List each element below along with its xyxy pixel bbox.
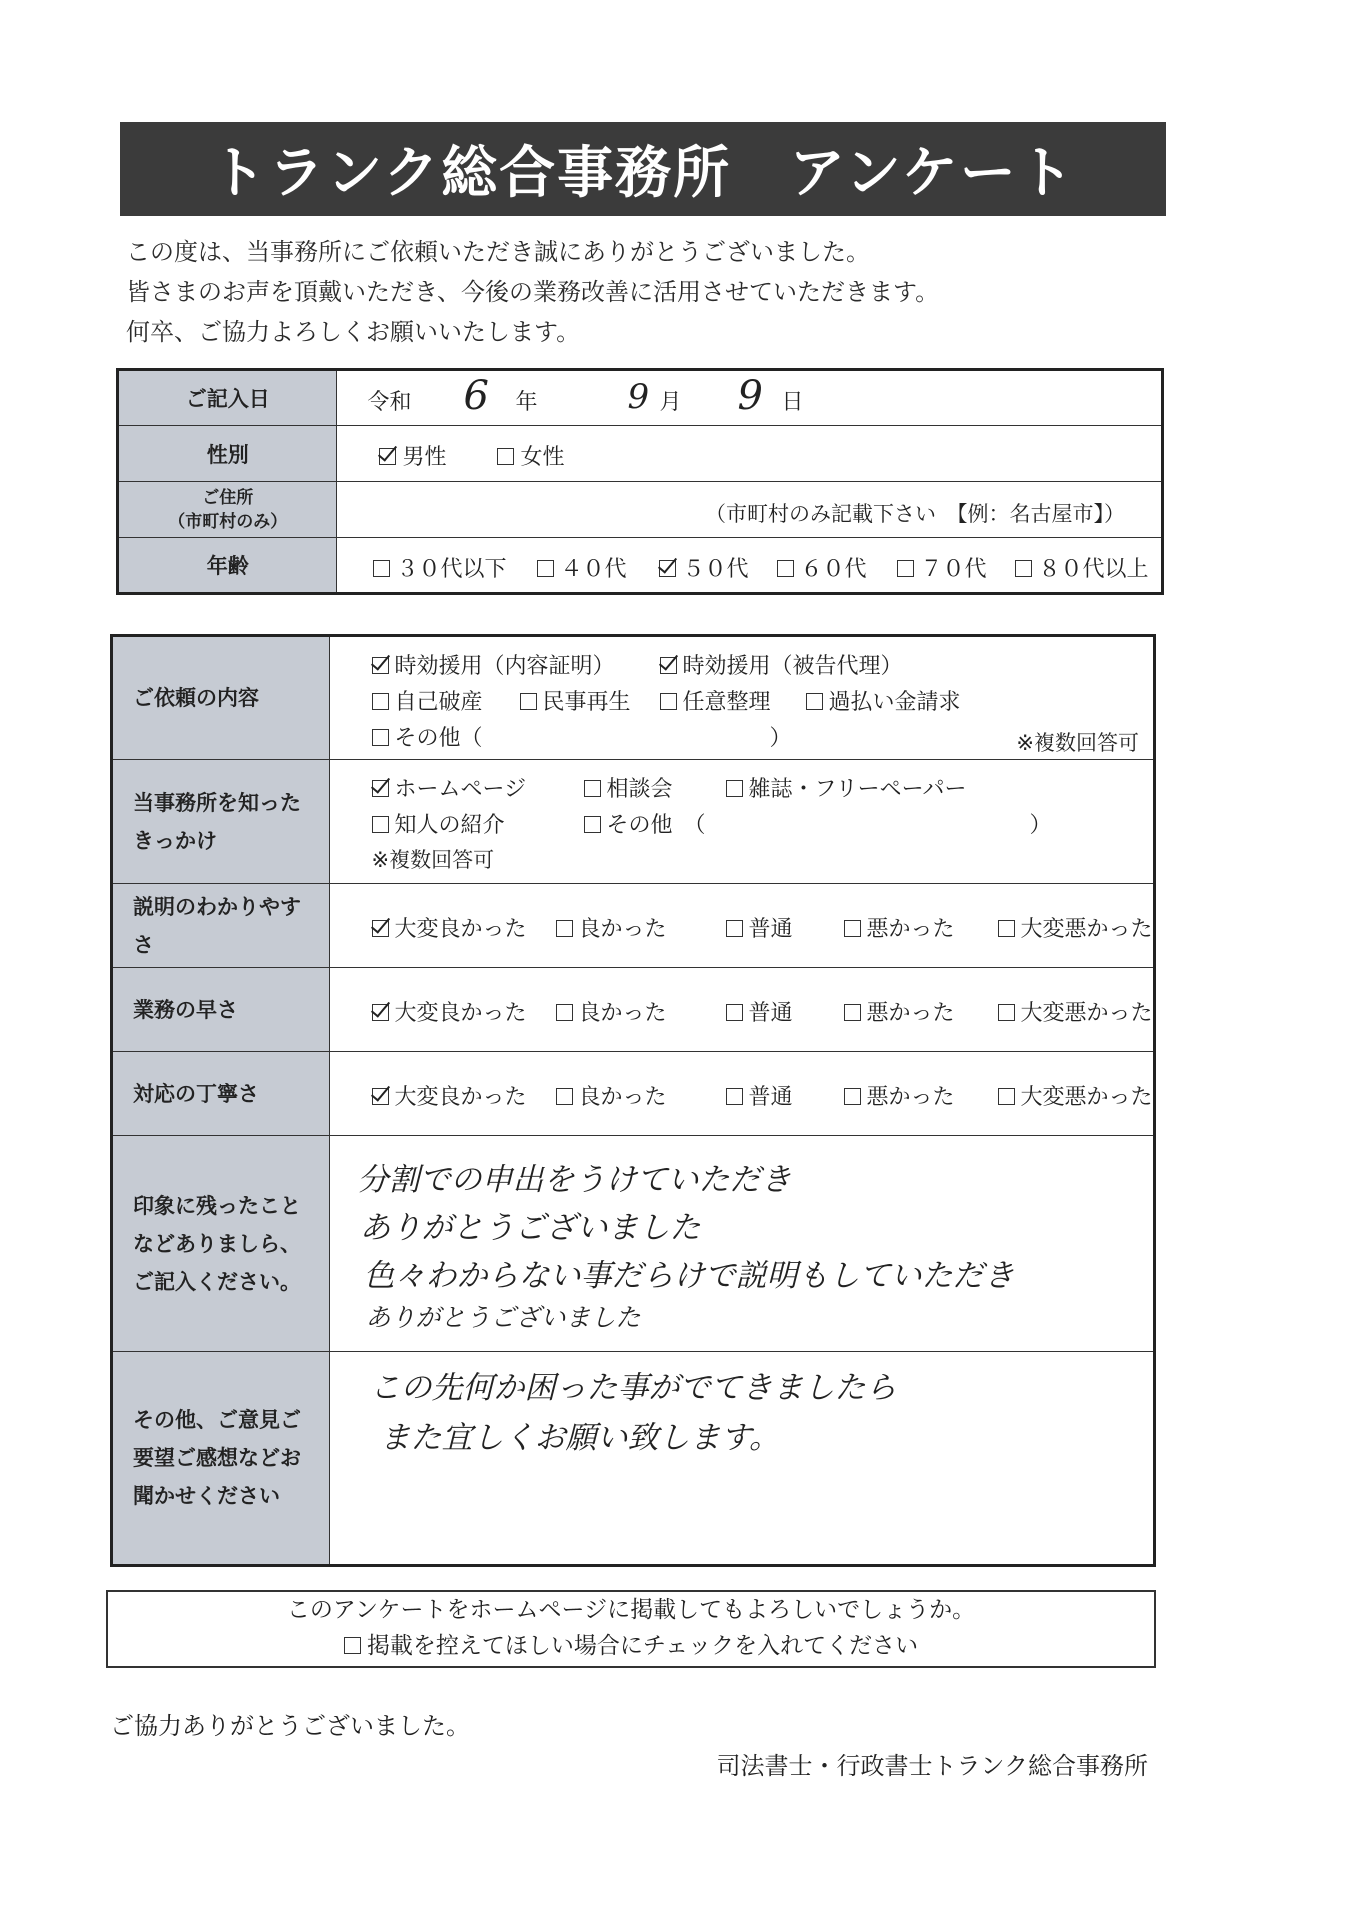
checkbox-checked-icon[interactable] xyxy=(659,560,676,577)
month-value: 9 xyxy=(627,377,650,417)
request-other[interactable]: その他（ xyxy=(372,721,483,752)
source-field xyxy=(329,760,1154,884)
speed-normal[interactable]: 普通 xyxy=(726,996,793,1027)
source-seminar[interactable]: 相談会 xyxy=(584,772,673,803)
clarity-bad[interactable]: 悪かった xyxy=(844,912,955,943)
checkbox-icon[interactable] xyxy=(556,1088,573,1105)
courtesy-normal[interactable]: 普通 xyxy=(726,1080,793,1111)
date-label: ご記入日 xyxy=(118,370,337,426)
impression-label: 印象に残ったこと などありましら、 ご記入ください。 xyxy=(112,1136,330,1352)
source-other-close: ） xyxy=(1029,813,1052,838)
gender-female[interactable]: 女性 xyxy=(497,440,564,471)
checkbox-icon[interactable] xyxy=(998,1088,1015,1105)
checkbox-checked-icon[interactable] xyxy=(660,657,677,674)
day-value: 9 xyxy=(737,373,763,419)
courtesy-field xyxy=(329,1052,1154,1136)
checkbox-checked-icon[interactable] xyxy=(372,1088,389,1105)
intro-line-2: 皆さまのお声を頂戴いただき、今後の業務改善に活用させていただきます。 xyxy=(126,278,940,306)
age-60s[interactable]: ６０代 xyxy=(777,552,866,583)
clarity-normal[interactable]: 普通 xyxy=(726,912,793,943)
publish-question: このアンケートをホームページに掲載してもよろしいでしょうか。 xyxy=(286,1597,976,1623)
courtesy-label: 対応の丁寧さ xyxy=(112,1052,330,1136)
month-unit: 月 xyxy=(659,390,682,415)
request-prescription-cert[interactable]: 時効援用（内容証明） xyxy=(372,649,615,680)
checkbox-icon[interactable] xyxy=(726,1004,743,1021)
checkbox-icon[interactable] xyxy=(556,920,573,937)
impression-field[interactable] xyxy=(329,1136,1154,1352)
title-survey: アンケート xyxy=(789,141,1076,206)
clarity-good[interactable]: 良かった xyxy=(556,912,667,943)
request-note: ※複数回答可 xyxy=(1016,731,1139,755)
address-field[interactable] xyxy=(337,482,1163,538)
speed-label: 業務の早さ xyxy=(112,968,330,1052)
checkbox-icon[interactable] xyxy=(726,920,743,937)
checkbox-icon[interactable] xyxy=(556,1004,573,1021)
checkbox-icon[interactable] xyxy=(372,816,389,833)
request-rehabilitation[interactable]: 民事再生 xyxy=(520,685,631,716)
age-50s[interactable]: ５０代 xyxy=(659,552,748,583)
age-label: 年齢 xyxy=(118,538,337,594)
checkbox-icon[interactable] xyxy=(1015,560,1032,577)
source-label: 当事務所を知った きっかけ xyxy=(112,760,330,884)
checkbox-icon[interactable] xyxy=(344,1637,361,1654)
source-other[interactable]: その他 （ xyxy=(584,808,706,839)
checkbox-icon[interactable] xyxy=(844,1088,861,1105)
address-label: ご住所 （市町村のみ） xyxy=(118,482,337,538)
year-unit: 年 xyxy=(515,390,538,415)
checkbox-icon[interactable] xyxy=(806,693,823,710)
checkbox-icon[interactable] xyxy=(537,560,554,577)
source-magazine[interactable]: 雑誌・フリーペーパー xyxy=(726,772,967,803)
gender-male[interactable]: 男性 xyxy=(379,440,446,471)
info-table xyxy=(116,368,1164,595)
intro-line-3: 何卒、ご協力よろしくお願いいたします。 xyxy=(126,318,581,346)
checkbox-icon[interactable] xyxy=(844,920,861,937)
date-field[interactable] xyxy=(337,370,1163,426)
courtesy-good[interactable]: 良かった xyxy=(556,1080,667,1111)
gender-label: 性別 xyxy=(118,426,337,482)
other-label: その他、ご意見ご 要望ご感想などお 聞かせください xyxy=(112,1352,330,1566)
source-note: ※複数回答可 xyxy=(371,848,495,872)
request-field xyxy=(329,636,1154,760)
checkbox-icon[interactable] xyxy=(998,1004,1015,1021)
source-homepage[interactable]: ホームページ xyxy=(372,772,527,803)
age-80s[interactable]: ８０代以上 xyxy=(1015,552,1148,583)
impression-text-line-4: ありがとうございました xyxy=(365,1303,641,1332)
request-voluntary[interactable]: 任意整理 xyxy=(660,685,771,716)
request-bankruptcy[interactable]: 自己破産 xyxy=(372,685,483,716)
checkbox-icon[interactable] xyxy=(897,560,914,577)
other-text-line-2: また宜しくお願い致します。 xyxy=(379,1420,781,1456)
footer-office: 司法書士・行政書士トランク総合事務所 xyxy=(716,1752,1148,1780)
other-text-line-1: この先何か困った事がでてきましたら xyxy=(369,1370,897,1406)
courtesy-very-good[interactable]: 大変良かった xyxy=(372,1080,527,1111)
age-70s[interactable]: ７０代 xyxy=(897,552,986,583)
day-unit: 日 xyxy=(781,390,804,415)
checkbox-icon[interactable] xyxy=(844,1004,861,1021)
checkbox-icon[interactable] xyxy=(998,920,1015,937)
speed-good[interactable]: 良かった xyxy=(556,996,667,1027)
era-label: 令和 xyxy=(367,390,412,415)
checkbox-icon[interactable] xyxy=(726,780,743,797)
courtesy-bad[interactable]: 悪かった xyxy=(844,1080,955,1111)
source-referral[interactable]: 知人の紹介 xyxy=(372,808,505,839)
footer-thanks: ご協力ありがとうございました。 xyxy=(110,1712,470,1740)
impression-text-line-2: ありがとうございました xyxy=(359,1210,701,1246)
checkbox-icon[interactable] xyxy=(584,816,601,833)
speed-field xyxy=(329,968,1154,1052)
checkbox-checked-icon[interactable] xyxy=(379,448,396,465)
year-value: 6 xyxy=(463,373,489,419)
survey-table xyxy=(110,634,1156,1567)
checkbox-icon[interactable] xyxy=(726,1088,743,1105)
checkbox-icon[interactable] xyxy=(373,560,390,577)
checkbox-checked-icon[interactable] xyxy=(372,1004,389,1021)
age-40s[interactable]: ４０代 xyxy=(537,552,626,583)
checkbox-checked-icon[interactable] xyxy=(372,920,389,937)
checkbox-icon[interactable] xyxy=(584,780,601,797)
checkbox-icon[interactable] xyxy=(372,729,389,746)
speed-very-good[interactable]: 大変良かった xyxy=(372,996,527,1027)
address-note: （市町村のみ記載下さい 【例：名古屋市】） xyxy=(705,502,1125,526)
age-field xyxy=(337,538,1163,594)
impression-text-line-3: 色々わからない事だらけで説明もしていただき xyxy=(363,1258,1015,1294)
checkbox-checked-icon[interactable] xyxy=(372,780,389,797)
speed-bad[interactable]: 悪かった xyxy=(844,996,955,1027)
age-30s[interactable]: ３０代以下 xyxy=(373,552,506,583)
clarity-very-good[interactable]: 大変良かった xyxy=(372,912,527,943)
publish-option[interactable]: 掲載を控えてほしい場合にチェックを入れてください xyxy=(108,1628,1154,1664)
request-label: ご依頼の内容 xyxy=(112,636,330,760)
checkbox-icon[interactable] xyxy=(520,693,537,710)
clarity-very-bad[interactable]: 大変悪かった xyxy=(998,912,1153,943)
courtesy-very-bad[interactable]: 大変悪かった xyxy=(998,1080,1153,1111)
clarity-label: 説明のわかりやす さ xyxy=(112,884,330,968)
speed-very-bad[interactable]: 大変悪かった xyxy=(998,996,1153,1027)
publish-box xyxy=(106,1590,1156,1668)
checkbox-icon[interactable] xyxy=(372,693,389,710)
survey-title xyxy=(120,122,1166,216)
checkbox-checked-icon[interactable] xyxy=(372,657,389,674)
intro-line-1: この度は、当事務所にご依頼いただき誠にありがとうございました。 xyxy=(126,238,870,266)
impression-text-line-1: 分割での申出をうけていただき xyxy=(357,1162,792,1198)
checkbox-icon[interactable] xyxy=(660,693,677,710)
request-other-close: ） xyxy=(769,726,792,751)
gender-field xyxy=(337,426,1163,482)
request-prescription-agent[interactable]: 時効援用（被告代理） xyxy=(660,649,903,680)
title-office: トランク総合事務所 xyxy=(210,141,732,206)
request-overpayment[interactable]: 過払い金請求 xyxy=(806,685,961,716)
checkbox-icon[interactable] xyxy=(497,448,514,465)
clarity-field xyxy=(329,884,1154,968)
checkbox-icon[interactable] xyxy=(777,560,794,577)
other-field[interactable] xyxy=(329,1352,1154,1566)
